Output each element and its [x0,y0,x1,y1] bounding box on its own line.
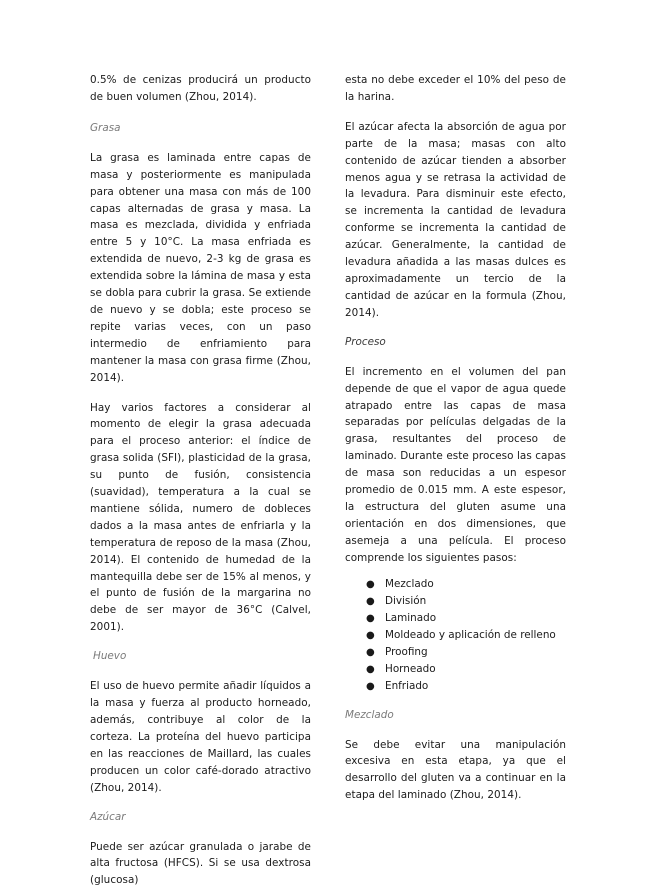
bullet-icon: ● [366,646,375,658]
paragraph-azucar-2: El azúcar afecta la absorción de agua por parte de la masa; masas con alto contenido de azúcar tienden a absorber menos agua y se retrasa la actividad de la levadura. Para disminuir este efecto, se incrementa la cantidad de levadura conforme se incrementa la cantidad de azúcar. Generalmente, la cantidad de levadura añadida a las masas dulces es aproximadamente un tercio de la cantidad de azúcar en la formula (Zhou, 2014). [345,120,566,319]
paragraph-azucar-cont: esta no debe exceder el 10% del peso de la harina. [345,74,566,103]
paragraph-azucar: Puede ser azúcar granulada o jarabe de alta fructosa (HFCS). Si se usa dextrosa (glucosa) [90,840,311,887]
bullet-icon: ● [366,578,375,590]
bullet-icon: ● [366,680,375,692]
steps-list [345,576,566,695]
heading-proceso: Proceso [345,335,386,348]
bullet-icon: ● [366,663,375,675]
paragraph-grasa-2: Hay varios factores a considerar al momento de elegir la grasa adecuada para el proceso anterior: el índice de grasa solida (SFI), plasticidad de la grasa, su punto de fusión, consistencia (suavidad), temperatura a la cual se mantiene sólida, numero de dobleces dados a la masa antes de enfriarla y la temperatura de reposo de la masa (Zhou, 2014). El contenido de humedad de la mantequilla debe ser de 15% al menos, y el punto de fusión de la margarina no debe de ser mayor de 36°C (Calvel, 2001). [90,401,311,634]
paragraph-huevo: El uso de huevo permite añadir líquidos a la masa y fuerza al producto horneado, además, contribuye al color de la corteza. La proteína del huevo participa en las reacciones de Maillard, las cuales producen un color café-dorado atractivo (Zhou, 2014). [90,680,311,794]
list-item: ● Horneado [345,661,566,678]
heading-huevo: Huevo [93,650,127,663]
list-item: ● Proofing [345,644,566,661]
paragraph-proceso: El incremento en el volumen del pan depende de que el vapor de agua quede atrapado entre las capas de masa separadas por películas delgadas de la grasa, resultantes del proceso de laminado. Durante este proceso las capas de masa son reducidas a un espesor promedio de 0.015 mm. A este espesor, la estructura del gluten asume una orientación en dos dimensiones, que asemeja a una película. El proceso comprende los siguientes pasos: [345,365,566,564]
bullet-icon: ● [366,595,375,607]
paragraph-mezclado: Se debe evitar una manipulación excesiva en esta etapa, ya que el desarrollo del gluten va a continuar en la etapa del laminado (Zhou, 2014). [345,738,566,802]
heading-azucar: Azúcar [90,810,126,823]
list-item: ● Enfriado [345,678,566,695]
list-item: ● Laminado [345,610,566,627]
right-column [345,72,566,804]
heading-grasa: Grasa [90,121,121,134]
list-item: ● División [345,593,566,610]
heading-mezclado: Mezclado [345,708,394,721]
bullet-icon: ● [366,629,375,641]
list-item: ● Moldeado y aplicación de relleno [345,627,566,644]
paragraph-grasa-1: La grasa es laminada entre capas de masa y posteriormente es manipulada para obtener una masa con más de 100 capas alternadas de grasa y masa. La masa es mezclada, dividida y enfriada entre 5 y 10°C. La masa enfriada es extendida de nuevo, 2-3 kg de grasa es extendida sobre la lámina de masa y esta se dobla para cubrir la grasa. Se extiende de nuevo y se dobla; este proceso se repite varias veces, con un paso intermedio de enfriamiento para mantener la masa con grasa firme (Zhou, 2014). [90,151,311,384]
bullet-icon: ● [366,612,375,624]
left-column [90,72,311,889]
list-item: ● Mezclado [345,576,566,593]
paragraph-intro: 0.5% de cenizas producirá un producto de buen volumen (Zhou, 2014). [90,74,311,103]
